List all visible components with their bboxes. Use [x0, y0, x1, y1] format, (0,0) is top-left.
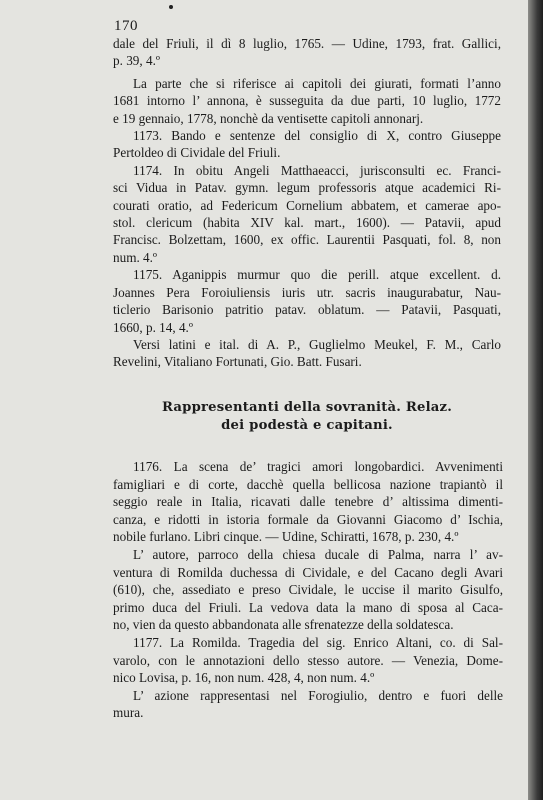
text-line: L’ autore, parroco della chiesa ducale di Palma, narra l’ av-: [133, 546, 503, 562]
paragraph-romilda-note: [113, 546, 503, 634]
text-line: Francisc. Bolzettam, 1600, ex offic. Laurentii Pasquati, fol. 8, non: [113, 232, 501, 248]
text-line: L’ azione rappresentasi nel Forogiulio, dentro e fuori delle: [133, 687, 503, 703]
entry-1176: [113, 458, 503, 546]
section-heading: [113, 399, 501, 434]
text-line: e 19 gennaio, 1778, nonchè da ventisette capitoli annonarj.: [113, 110, 424, 126]
text-line: 1174. In obitu Angeli Matthaeacci, jurisconsulti ec. Franci-: [133, 162, 501, 178]
text-line: 1660, p. 14, 4.º: [113, 319, 193, 335]
text-line: Versi latini e ital. di A. P., Guglielmo Meukel, F. M., Carlo: [133, 336, 501, 352]
text-line: ventura di Romilda duchessa di Cividale, e del Cacano degli Avari: [113, 564, 503, 580]
text-line: (610), che, assediato e preso Cividale, le uccise il marito Gisulfo,: [113, 582, 503, 598]
page-number: 170: [114, 18, 138, 34]
paragraph-note-annona: [113, 75, 501, 127]
text-line: Joannes Pera Foroiuliensis iuris utr. sacris inaugurabatur, Nau-: [113, 284, 501, 300]
entry-1177: [113, 634, 503, 687]
text-line: 1681 intorno l’ annona, è susseguita da due parti, 10 luglio, 1772: [113, 93, 501, 109]
entry-1173: [113, 127, 501, 162]
text-line: ticlerio Barisonio patritio patav. oblatum. — Patavii, Pasquati,: [113, 302, 501, 318]
text-line: famigliari e di corte, dacchè quella bellicosa nazione trapiantò il: [113, 476, 503, 492]
text-line: mura.: [113, 705, 144, 721]
bottom-text-block: [113, 458, 503, 722]
heading-line-1: Rappresentanti della sovranità. Relaz.: [161, 400, 453, 415]
top-text-block: [113, 35, 501, 371]
text-line: nico Lovisa, p. 16, non num. 428, 4, non num. 4.º: [113, 670, 375, 686]
text-line: stol. clericum (habita XIV kal. mart., 1600). — Patavii, apud: [113, 215, 501, 231]
text-line: courati oratio, ad Federicum Cornelium abbatem, et camerae apo-: [113, 197, 501, 213]
text-line: p. 39, 4.º: [113, 53, 160, 69]
text-line: num. 4.º: [113, 249, 158, 265]
text-line: 1175. Aganippis murmur quo die perill. atque excellent. d.: [133, 267, 501, 283]
text-line: Revelini, Vitaliano Fortunati, Gio. Batt. Fusari.: [113, 354, 362, 370]
text-line: nobile furlano. Libri cinque. — Udine, Schiratti, 1678, p. 230, 4.º: [113, 529, 459, 545]
text-line: primo duca del Friuli. La vedova data la mano di sposa al Caca-: [113, 599, 503, 615]
paragraph-continuation: [113, 35, 501, 70]
text-line: 1173. Bando e sentenze del consiglio di X, contro Giuseppe: [133, 128, 501, 144]
paragraph-versi: [113, 336, 501, 371]
entry-1174: [113, 162, 501, 266]
text-line: Pertoldeo di Cividale del Friuli.: [113, 145, 281, 161]
text-line: 1177. La Romilda. Tragedia del sig. Enrico Altani, co. di Sal-: [133, 634, 503, 650]
entry-1175: [113, 266, 501, 336]
ink-speck: [169, 5, 173, 9]
text-line: La parte che si riferisce ai capitoli dei giurati, formati l’anno: [133, 75, 501, 91]
heading-line-2: dei podestà e capitani.: [221, 417, 393, 433]
text-line: canza, e ridotti in istoria formale da Giovanni Giacomo d’ Ischia,: [113, 511, 503, 527]
text-line: 1176. La scena de’ tragici amori longobardici. Avvenimenti: [133, 459, 503, 474]
page-edge-shadow: [528, 0, 543, 800]
text-line: varolo, con le annotazioni dello stesso autore. — Venezia, Dome-: [113, 652, 503, 668]
text-line: dale del Friuli, il dì 8 luglio, 1765. — Udine, 1793, frat. Gallici,: [113, 36, 501, 51]
text-line: seggio reale in Italia, ricavati dalle tenebre d’ altissima dimenti-: [113, 494, 503, 510]
paragraph-azione: [113, 687, 503, 722]
text-line: sci Vidua in Patav. gymn. legum professoris atque academici Ri-: [113, 180, 501, 196]
text-line: no, vien da questo abbandonata alle sfrenatezze della soldatesca.: [113, 617, 454, 633]
